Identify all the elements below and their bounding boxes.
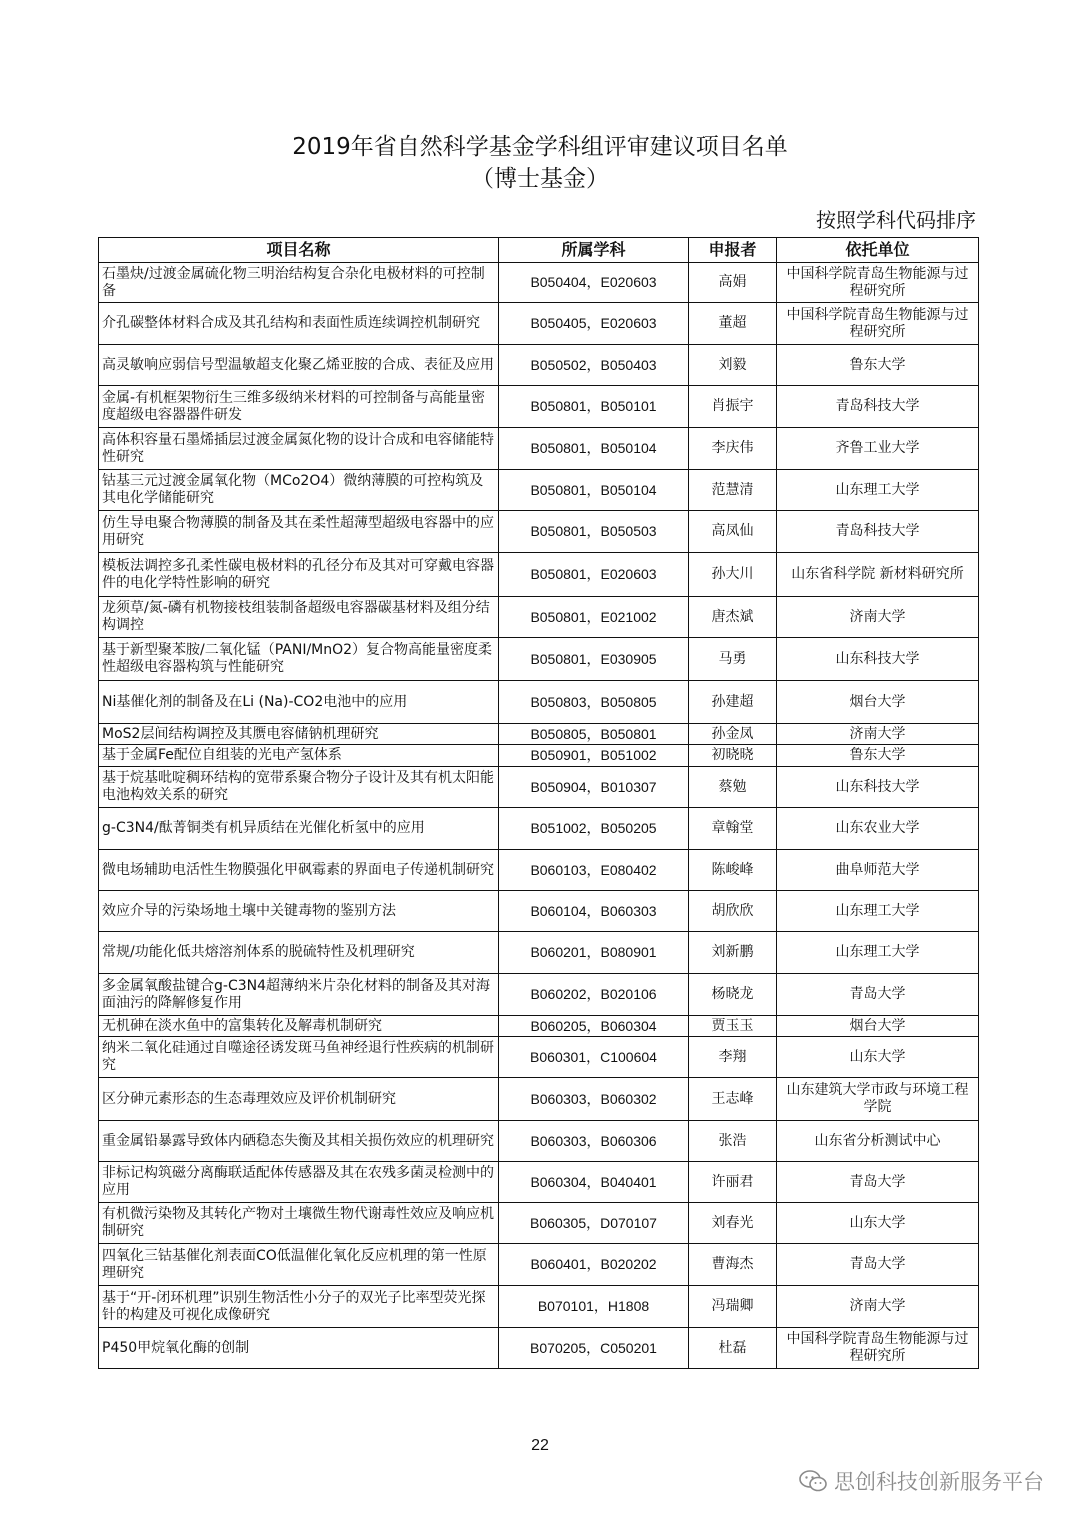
cell-unit: 济南大学 bbox=[777, 597, 979, 638]
cell-project-name: 龙须草/氮-磷有机物接枝组装制备超级电容器碳基材料及组分结构调控 bbox=[99, 597, 499, 638]
cell-unit: 济南大学 bbox=[777, 1286, 979, 1328]
cell-project-name: 重金属铅暴露导致体内硒稳态失衡及其相关损伤效应的机理研究 bbox=[99, 1121, 499, 1162]
header-unit: 依托单位 bbox=[777, 238, 979, 263]
cell-applicant: 刘春光 bbox=[689, 1203, 777, 1244]
table-row bbox=[99, 428, 979, 470]
cell-unit: 山东大学 bbox=[777, 1037, 979, 1078]
table-row bbox=[99, 1203, 979, 1244]
cell-applicant: 冯瑞卿 bbox=[689, 1286, 777, 1328]
cell-applicant: 孙金凤 bbox=[689, 724, 777, 745]
cell-project-name: 微电场辅助电活性生物膜强化甲砜霉素的界面电子传递机制研究 bbox=[99, 850, 499, 891]
cell-unit: 山东建筑大学市政与环境工程学院 bbox=[777, 1078, 979, 1121]
cell-unit: 青岛大学 bbox=[777, 1162, 979, 1203]
table-row bbox=[99, 1328, 979, 1369]
cell-unit: 山东理工大学 bbox=[777, 932, 979, 974]
cell-unit: 中国科学院青岛生物能源与过程研究所 bbox=[777, 303, 979, 345]
cell-project-name: 介孔碳整体材料合成及其孔结构和表面性质连续调控机制研究 bbox=[99, 303, 499, 345]
cell-subject: B050801，B050104 bbox=[499, 428, 689, 470]
cell-subject: B060103，E080402 bbox=[499, 850, 689, 891]
cell-applicant: 许丽君 bbox=[689, 1162, 777, 1203]
cell-applicant: 杨晓龙 bbox=[689, 974, 777, 1016]
table-row bbox=[99, 767, 979, 808]
cell-subject: B060301，C100604 bbox=[499, 1037, 689, 1078]
cell-project-name: 高灵敏响应弱信号型温敏超支化聚乙烯亚胺的合成、表征及应用 bbox=[99, 345, 499, 386]
table-row bbox=[99, 974, 979, 1016]
cell-project-name: 效应介导的污染场地土壤中关键毒物的鉴别方法 bbox=[99, 891, 499, 932]
table-row bbox=[99, 1244, 979, 1286]
table-row bbox=[99, 932, 979, 974]
watermark-text: 思创科技创新服务平台 bbox=[834, 1470, 1044, 1494]
cell-subject: B060401，B020202 bbox=[499, 1244, 689, 1286]
cell-project-name: 纳米二氧化硅通过自噬途径诱发斑马鱼神经退行性疾病的机制研究 bbox=[99, 1037, 499, 1078]
cell-applicant: 李庆伟 bbox=[689, 428, 777, 470]
table-row bbox=[99, 511, 979, 553]
cell-unit: 烟台大学 bbox=[777, 681, 979, 724]
cell-project-name: 多金属氧酸盐键合g-C3N4超薄纳米片杂化材料的制备及其对海面油污的降解修复作用 bbox=[99, 974, 499, 1016]
page-number: 22 bbox=[531, 1437, 549, 1454]
cell-applicant: 马勇 bbox=[689, 638, 777, 681]
cell-applicant: 初晓晓 bbox=[689, 745, 777, 767]
cell-applicant: 唐杰斌 bbox=[689, 597, 777, 638]
table-row bbox=[99, 850, 979, 891]
table-row bbox=[99, 303, 979, 345]
table-row bbox=[99, 597, 979, 638]
cell-project-name: 仿生导电聚合物薄膜的制备及其在柔性超薄型超级电容器中的应用研究 bbox=[99, 511, 499, 553]
cell-unit: 青岛大学 bbox=[777, 1244, 979, 1286]
cell-project-name: 高体积容量石墨烯插层过渡金属氮化物的设计合成和电容储能特性研究 bbox=[99, 428, 499, 470]
cell-applicant: 肖振宇 bbox=[689, 386, 777, 428]
cell-subject: B060104，B060303 bbox=[499, 891, 689, 932]
table-row bbox=[99, 345, 979, 386]
cell-project-name: 基于烷基吡啶稠环结构的宽带系聚合物分子设计及其有机太阳能电池构效关系的研究 bbox=[99, 767, 499, 808]
table-body bbox=[99, 263, 979, 1369]
cell-subject: B050801，B050104 bbox=[499, 470, 689, 511]
project-table bbox=[98, 237, 979, 1369]
cell-project-name: 金属-有机框架物衍生三维多级纳米材料的可控制备与高能量密度超级电容器器件研发 bbox=[99, 386, 499, 428]
cell-applicant: 刘新鹏 bbox=[689, 932, 777, 974]
cell-unit: 鲁东大学 bbox=[777, 745, 979, 767]
page-subtitle: （博士基金） bbox=[471, 166, 609, 192]
cell-subject: B070205，C050201 bbox=[499, 1328, 689, 1369]
cell-applicant: 贾玉玉 bbox=[689, 1016, 777, 1037]
cell-subject: B070101，H1808 bbox=[499, 1286, 689, 1328]
cell-project-name: 有机微污染物及其转化产物对土壤微生物代谢毒性效应及响应机制研究 bbox=[99, 1203, 499, 1244]
cell-applicant: 高凤仙 bbox=[689, 511, 777, 553]
cell-project-name: 四氧化三钴基催化剂表面CO低温催化氧化反应机理的第一性原理研究 bbox=[99, 1244, 499, 1286]
cell-unit: 中国科学院青岛生物能源与过程研究所 bbox=[777, 263, 979, 303]
cell-subject: B050801，B050503 bbox=[499, 511, 689, 553]
cell-unit: 山东理工大学 bbox=[777, 891, 979, 932]
cell-applicant: 杜磊 bbox=[689, 1328, 777, 1369]
cell-applicant: 章翰堂 bbox=[689, 808, 777, 850]
cell-subject: B060303，B060302 bbox=[499, 1078, 689, 1121]
table-row bbox=[99, 1286, 979, 1328]
table-header-row bbox=[99, 238, 979, 263]
cell-subject: B060202，B020106 bbox=[499, 974, 689, 1016]
table-row bbox=[99, 724, 979, 745]
cell-project-name: 基于新型聚苯胺/二氧化锰（PANI/MnO2）复合物高能量密度柔性超级电容器构筑与性能研究 bbox=[99, 638, 499, 681]
cell-subject: B060304，B040401 bbox=[499, 1162, 689, 1203]
table-row bbox=[99, 1162, 979, 1203]
cell-project-name: 模板法调控多孔柔性碳电极材料的孔径分布及其对可穿戴电容器件的电化学特性影响的研究 bbox=[99, 553, 499, 597]
wechat-icon bbox=[798, 1469, 828, 1493]
header-applicant: 申报者 bbox=[689, 238, 777, 263]
table-row bbox=[99, 891, 979, 932]
table-row bbox=[99, 638, 979, 681]
cell-subject: B050801，E020603 bbox=[499, 553, 689, 597]
cell-unit: 青岛大学 bbox=[777, 974, 979, 1016]
cell-project-name: 无机砷在淡水鱼中的富集转化及解毒机制研究 bbox=[99, 1016, 499, 1037]
cell-subject: B060205，B060304 bbox=[499, 1016, 689, 1037]
cell-unit: 中国科学院青岛生物能源与过程研究所 bbox=[777, 1328, 979, 1369]
table-row bbox=[99, 1078, 979, 1121]
cell-subject: B050901，B051002 bbox=[499, 745, 689, 767]
cell-applicant: 陈峻峰 bbox=[689, 850, 777, 891]
cell-unit: 山东科技大学 bbox=[777, 638, 979, 681]
cell-project-name: MoS2层间结构调控及其赝电容储钠机理研究 bbox=[99, 724, 499, 745]
cell-unit: 青岛科技大学 bbox=[777, 386, 979, 428]
cell-subject: B050801，E021002 bbox=[499, 597, 689, 638]
table-row bbox=[99, 1016, 979, 1037]
cell-unit: 山东省分析测试中心 bbox=[777, 1121, 979, 1162]
cell-subject: B050805，B050801 bbox=[499, 724, 689, 745]
cell-unit: 山东科技大学 bbox=[777, 767, 979, 808]
cell-project-name: 石墨炔/过渡金属硫化物三明治结构复合杂化电极材料的可控制备 bbox=[99, 263, 499, 303]
cell-subject: B050801，B050101 bbox=[499, 386, 689, 428]
cell-subject: B060303，B060306 bbox=[499, 1121, 689, 1162]
table-row bbox=[99, 553, 979, 597]
cell-applicant: 胡欣欣 bbox=[689, 891, 777, 932]
cell-project-name: g-C3N4/酞菁铜类有机异质结在光催化析氢中的应用 bbox=[99, 808, 499, 850]
cell-subject: B050801，E030905 bbox=[499, 638, 689, 681]
cell-applicant: 孙建超 bbox=[689, 681, 777, 724]
table-row bbox=[99, 1121, 979, 1162]
cell-subject: B051002，B050205 bbox=[499, 808, 689, 850]
cell-subject: B060201，B080901 bbox=[499, 932, 689, 974]
cell-applicant: 董超 bbox=[689, 303, 777, 345]
page-title: 2019年省自然科学基金学科组评审建议项目名单 bbox=[292, 134, 788, 160]
cell-applicant: 曹海杰 bbox=[689, 1244, 777, 1286]
cell-unit: 山东省科学院 新材料研究所 bbox=[777, 553, 979, 597]
cell-subject: B050904，B010307 bbox=[499, 767, 689, 808]
cell-applicant: 蔡勉 bbox=[689, 767, 777, 808]
cell-applicant: 范慧清 bbox=[689, 470, 777, 511]
cell-project-name: 非标记构筑磁分离酶联适配体传感器及其在农残多菌灵检测中的应用 bbox=[99, 1162, 499, 1203]
cell-project-name: 基于金属Fe配位自组装的光电产氢体系 bbox=[99, 745, 499, 767]
table-row bbox=[99, 470, 979, 511]
watermark bbox=[798, 1466, 1044, 1496]
cell-subject: B050405，E020603 bbox=[499, 303, 689, 345]
cell-subject: B060305，D070107 bbox=[499, 1203, 689, 1244]
cell-unit: 青岛科技大学 bbox=[777, 511, 979, 553]
cell-unit: 齐鲁工业大学 bbox=[777, 428, 979, 470]
cell-unit: 山东农业大学 bbox=[777, 808, 979, 850]
header-subject: 所属学科 bbox=[499, 238, 689, 263]
table-row bbox=[99, 386, 979, 428]
cell-applicant: 王志峰 bbox=[689, 1078, 777, 1121]
cell-unit: 烟台大学 bbox=[777, 1016, 979, 1037]
cell-applicant: 李翔 bbox=[689, 1037, 777, 1078]
cell-project-name: Ni基催化剂的制备及在Li (Na)-CO2电池中的应用 bbox=[99, 681, 499, 724]
cell-project-name: P450甲烷氧化酶的创制 bbox=[99, 1328, 499, 1369]
cell-unit: 鲁东大学 bbox=[777, 345, 979, 386]
cell-subject: B050803，B050805 bbox=[499, 681, 689, 724]
cell-subject: B050404，E020603 bbox=[499, 263, 689, 303]
cell-unit: 济南大学 bbox=[777, 724, 979, 745]
cell-project-name: 基于“开-闭环机理”识别生物活性小分子的双光子比率型荧光探针的构建及可视化成像研究 bbox=[99, 1286, 499, 1328]
table-row bbox=[99, 1037, 979, 1078]
cell-applicant: 刘毅 bbox=[689, 345, 777, 386]
cell-project-name: 区分砷元素形态的生态毒理效应及评价机制研究 bbox=[99, 1078, 499, 1121]
cell-applicant: 张浩 bbox=[689, 1121, 777, 1162]
cell-unit: 曲阜师范大学 bbox=[777, 850, 979, 891]
sort-note: 按照学科代码排序 bbox=[816, 208, 976, 232]
table-row bbox=[99, 808, 979, 850]
cell-project-name: 常规/功能化低共熔溶剂体系的脱硫特性及机理研究 bbox=[99, 932, 499, 974]
cell-applicant: 高娟 bbox=[689, 263, 777, 303]
cell-unit: 山东大学 bbox=[777, 1203, 979, 1244]
header-project-name: 项目名称 bbox=[99, 238, 499, 263]
cell-applicant: 孙大川 bbox=[689, 553, 777, 597]
cell-unit: 山东理工大学 bbox=[777, 470, 979, 511]
table-row bbox=[99, 745, 979, 767]
cell-subject: B050502，B050403 bbox=[499, 345, 689, 386]
cell-project-name: 钴基三元过渡金属氧化物（MCo2O4）微纳薄膜的可控构筑及其电化学储能研究 bbox=[99, 470, 499, 511]
table-row bbox=[99, 263, 979, 303]
table-row bbox=[99, 681, 979, 724]
